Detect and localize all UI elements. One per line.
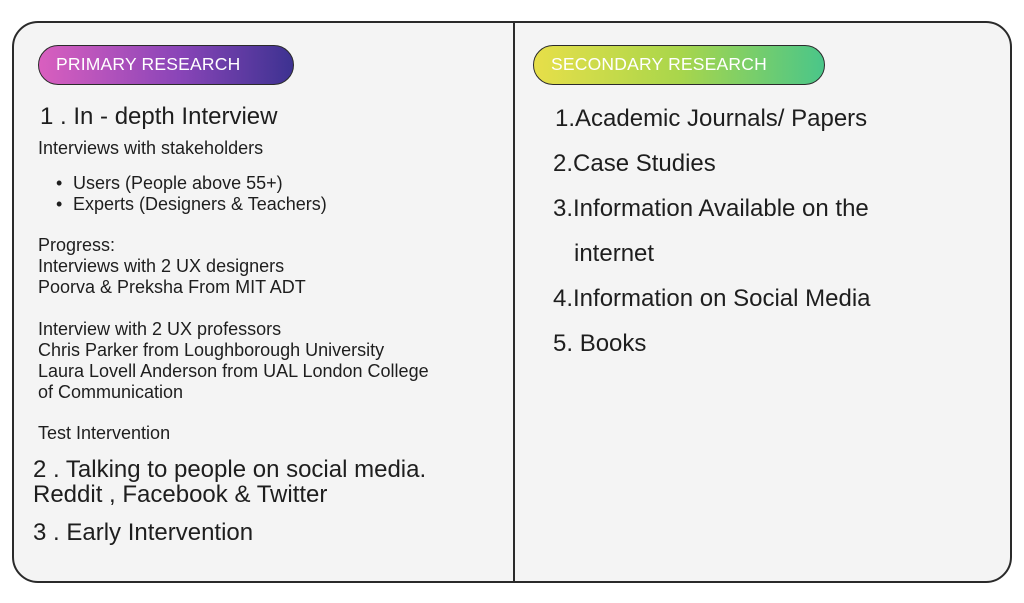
secondary-item-2-text: Case Studies bbox=[573, 150, 716, 177]
primary-research-badge: PRIMARY RESEARCH bbox=[38, 45, 294, 85]
secondary-item-3 bbox=[553, 195, 869, 223]
primary-item-2-number: 2 . bbox=[33, 456, 60, 483]
secondary-item-2-number: 2. bbox=[553, 150, 574, 177]
secondary-item-5 bbox=[553, 330, 646, 358]
secondary-item-3-text: Information Available on the bbox=[573, 195, 869, 222]
professor-chris-parker: Chris Parker from Loughborough University bbox=[38, 340, 385, 360]
progress-block bbox=[38, 235, 306, 298]
progress-label: Progress: bbox=[38, 235, 116, 255]
primary-item-1-heading bbox=[40, 103, 277, 131]
secondary-item-2 bbox=[553, 150, 716, 178]
primary-item-2-line1: Talking to people on social media. bbox=[65, 456, 427, 483]
stakeholder-users: • Users (People above 55+) bbox=[54, 173, 327, 194]
secondary-research-badge: SECONDARY RESEARCH bbox=[533, 45, 825, 85]
secondary-item-4 bbox=[553, 285, 871, 313]
stakeholder-list bbox=[54, 173, 327, 215]
professor-laura-anderson-cont: of Communication bbox=[38, 382, 184, 402]
research-card bbox=[12, 21, 1012, 583]
secondary-item-5-number: 5. bbox=[553, 330, 574, 357]
stakeholder-experts: • Experts (Designers & Teachers) bbox=[54, 194, 327, 215]
primary-item-1-subtitle: Interviews with stakeholders bbox=[38, 138, 264, 158]
primary-item-3 bbox=[33, 519, 253, 547]
secondary-item-3-continuation: internet bbox=[574, 240, 655, 267]
secondary-item-1-number: 1. bbox=[555, 105, 576, 132]
progress-line-names: Poorva & Preksha From MIT ADT bbox=[38, 277, 306, 297]
primary-item-3-title: Early Intervention bbox=[66, 519, 254, 546]
test-intervention: Test Intervention bbox=[38, 423, 171, 443]
primary-item-3-number: 3 . bbox=[33, 519, 60, 546]
professor-laura-anderson: Laura Lovell Anderson from UAL London College bbox=[38, 361, 429, 381]
professors-heading: Interview with 2 UX professors bbox=[38, 319, 282, 339]
primary-item-2-line2: Reddit , Facebook & Twitter bbox=[33, 481, 328, 508]
professors-block bbox=[38, 319, 429, 403]
column-divider bbox=[513, 23, 515, 581]
secondary-item-3-number: 3. bbox=[553, 195, 574, 222]
progress-line-designers: Interviews with 2 UX designers bbox=[38, 256, 285, 276]
secondary-item-4-number: 4. bbox=[553, 285, 574, 312]
primary-item-2 bbox=[33, 457, 426, 507]
secondary-item-4-text: Information on Social Media bbox=[573, 285, 871, 312]
secondary-item-5-text: Books bbox=[579, 330, 647, 357]
primary-item-1-number: 1 . bbox=[40, 103, 67, 130]
secondary-item-1 bbox=[555, 105, 867, 133]
secondary-item-1-text: Academic Journals/ Papers bbox=[575, 105, 868, 132]
primary-item-1-title: In - depth Interview bbox=[73, 103, 278, 130]
